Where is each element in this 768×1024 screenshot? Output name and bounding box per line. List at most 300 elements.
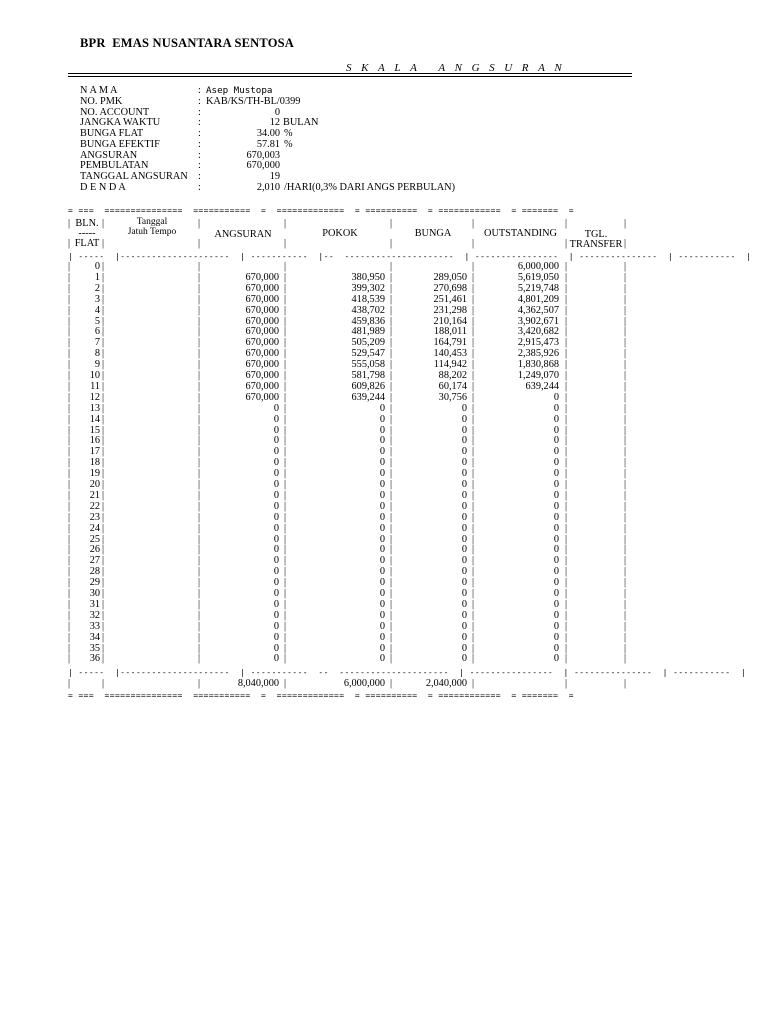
cell-bln: 20 xyxy=(89,479,100,490)
table-border: | xyxy=(68,457,71,469)
cell-angsuran: 0 xyxy=(273,402,279,414)
table-border: | xyxy=(390,598,393,610)
info-colon: : xyxy=(198,149,201,161)
cell-bunga: 0 xyxy=(461,642,467,654)
table-row xyxy=(68,490,628,501)
table-border: | xyxy=(624,500,627,512)
table-border: | xyxy=(390,555,393,567)
table-separator-subtotal: | ----- |--------------------- | ----------- -- --------------------- | ---------------- | --------------- | ----------- | xyxy=(68,668,747,678)
table-row xyxy=(68,272,628,283)
cell-angsuran: 0 xyxy=(273,620,279,632)
table-border: | xyxy=(390,218,393,229)
cell-bunga: 0 xyxy=(461,588,467,599)
table-border: | xyxy=(198,598,201,610)
cell-angsuran: 0 xyxy=(273,435,279,447)
header-jatuh-tempo: Jatuh Tempo xyxy=(127,227,177,237)
cell-outstanding: 0 xyxy=(553,413,559,425)
table-row xyxy=(68,610,628,621)
cell-bln: 12 xyxy=(89,391,100,403)
cell-pokok: 0 xyxy=(379,413,385,425)
table-border: | xyxy=(102,304,105,316)
table-border: | xyxy=(198,370,201,381)
cell-outstanding: 0 xyxy=(553,457,559,469)
table-row xyxy=(68,479,628,490)
table-border: | xyxy=(390,348,393,360)
table-border: | xyxy=(102,261,105,272)
cell-angsuran: 0 xyxy=(273,631,279,643)
cell-bunga: 0 xyxy=(461,413,467,425)
cell-outstanding: 2,385,926 xyxy=(517,348,559,360)
table-border: | xyxy=(102,620,105,632)
table-border: | xyxy=(102,479,105,490)
table-border: | xyxy=(565,588,568,599)
table-border: | xyxy=(68,642,71,654)
table-border: | xyxy=(284,391,287,403)
table-border: | xyxy=(565,642,568,654)
table-border: | xyxy=(390,282,393,294)
table-border: | xyxy=(472,609,475,621)
info-colon: : xyxy=(198,160,201,172)
table-border: | xyxy=(565,359,568,371)
table-border: | xyxy=(102,282,105,294)
table-border: | xyxy=(565,457,568,469)
cell-angsuran: 670,000 xyxy=(245,359,279,371)
cell-bln: 26 xyxy=(89,544,100,556)
table-row xyxy=(68,621,628,632)
table-border: | xyxy=(284,359,287,371)
table-border: | xyxy=(472,315,475,327)
cell-bunga: 0 xyxy=(461,598,467,610)
table-border: | xyxy=(68,522,71,534)
cell-bunga: 0 xyxy=(461,533,467,545)
table-border: | xyxy=(565,424,568,436)
table-border: | xyxy=(390,304,393,316)
cell-outstanding: 0 xyxy=(553,468,559,480)
info-colon: : xyxy=(198,138,201,150)
table-border: | xyxy=(624,511,627,523)
table-border: | xyxy=(102,326,105,338)
table-border: | xyxy=(198,566,201,578)
table-border: | xyxy=(68,468,71,480)
cell-angsuran: 670,000 xyxy=(245,271,279,283)
table-border: | xyxy=(624,566,627,578)
cell-bunga: 289,050 xyxy=(433,271,467,283)
table-border: | xyxy=(624,370,627,381)
cell-angsuran: 0 xyxy=(273,468,279,480)
cell-pokok: 0 xyxy=(379,566,385,578)
table-border: | xyxy=(198,609,201,621)
table-border: | xyxy=(68,261,71,272)
table-border: | xyxy=(198,315,201,327)
cell-pokok: 0 xyxy=(379,631,385,643)
table-border: | xyxy=(284,457,287,469)
table-border: | xyxy=(390,402,393,414)
info-label: ANGSURAN xyxy=(80,149,138,161)
info-colon: : xyxy=(198,128,201,139)
cell-angsuran: 0 xyxy=(273,457,279,469)
table-border: | xyxy=(284,413,287,425)
table-border: | xyxy=(284,577,287,589)
cell-angsuran: 0 xyxy=(273,446,279,458)
table-row xyxy=(68,283,628,294)
table-border: | xyxy=(390,380,393,392)
table-border: | xyxy=(102,533,105,545)
info-colon: : xyxy=(198,95,201,107)
table-border: | xyxy=(198,391,201,403)
table-border: | xyxy=(284,380,287,392)
table-border: | xyxy=(102,566,105,578)
table-border: | xyxy=(472,370,475,381)
cell-outstanding: 0 xyxy=(553,479,559,490)
cell-angsuran: 670,000 xyxy=(245,304,279,316)
table-border: | xyxy=(284,326,287,338)
cell-angsuran: 0 xyxy=(273,544,279,556)
cell-pokok: 529,547 xyxy=(351,348,385,360)
cell-bln: 31 xyxy=(89,598,100,610)
table-border: | xyxy=(565,370,568,381)
table-border: | xyxy=(68,511,71,523)
header-transfer: TRANSFER xyxy=(569,239,623,250)
cell-angsuran: 0 xyxy=(273,555,279,567)
table-border: | xyxy=(284,588,287,599)
table-border: | xyxy=(68,555,71,567)
cell-outstanding: 0 xyxy=(553,631,559,643)
table-border: | xyxy=(390,479,393,490)
table-border: | xyxy=(68,500,71,512)
cell-bunga: 0 xyxy=(461,631,467,643)
cell-bln: 23 xyxy=(89,511,100,523)
table-border: | xyxy=(472,446,475,458)
table-border: | xyxy=(284,315,287,327)
table-border: | xyxy=(390,533,393,545)
table-border: | xyxy=(102,413,105,425)
cell-bunga: 0 xyxy=(461,609,467,621)
table-border: | xyxy=(284,653,287,665)
cell-bln: 8 xyxy=(94,348,100,360)
cell-angsuran: 0 xyxy=(273,489,279,501)
cell-outstanding: 0 xyxy=(553,533,559,545)
cell-outstanding: 0 xyxy=(553,544,559,556)
table-border: | xyxy=(472,653,475,665)
cell-pokok: 0 xyxy=(379,489,385,501)
table-border: | xyxy=(198,413,201,425)
cell-outstanding: 3,420,682 xyxy=(517,326,559,338)
info-value: 0 xyxy=(274,106,280,118)
table-row xyxy=(68,501,628,512)
table-border: | xyxy=(624,588,627,599)
table-border: | xyxy=(390,337,393,349)
table-border: | xyxy=(68,577,71,589)
cell-pokok: 418,539 xyxy=(351,293,385,305)
table-border: | xyxy=(565,435,568,447)
cell-angsuran: 0 xyxy=(273,653,279,665)
table-row xyxy=(68,403,628,414)
cell-pokok: 481,989 xyxy=(351,326,385,338)
table-border: | xyxy=(390,446,393,458)
table-border: | xyxy=(198,380,201,392)
info-label: BUNGA EFEKTIF xyxy=(80,138,160,150)
table-separator-bottom: = === =============== =========== = ============= = ========== = ============ = ======= = xyxy=(68,691,574,701)
table-border: | xyxy=(102,446,105,458)
table-border: | xyxy=(284,479,287,490)
cell-bunga: 0 xyxy=(461,555,467,567)
table-border: | xyxy=(68,435,71,447)
cell-angsuran: 670,000 xyxy=(245,337,279,349)
table-border: | xyxy=(565,337,568,349)
table-separator-top: = === =============== =========== = ============= = ========== = ============ = ======= = xyxy=(68,206,574,215)
cell-pokok: 639,244 xyxy=(351,391,385,403)
table-border: | xyxy=(198,238,201,249)
info-label: NO. ACCOUNT xyxy=(80,106,150,118)
table-border: | xyxy=(284,271,287,283)
table-border: | xyxy=(102,577,105,589)
cell-bln: 7 xyxy=(94,337,100,349)
cell-bln: 33 xyxy=(89,620,100,632)
table-border: | xyxy=(102,424,105,436)
cell-bln: 29 xyxy=(89,577,100,589)
title-rule-top xyxy=(68,73,632,74)
table-border: | xyxy=(284,424,287,436)
cell-bunga: 188,011 xyxy=(433,326,467,338)
table-row xyxy=(68,534,628,545)
cell-pokok: 0 xyxy=(379,446,385,458)
cell-bunga: 0 xyxy=(461,479,467,490)
table-border: | xyxy=(565,380,568,392)
table-border: | xyxy=(284,544,287,556)
table-row xyxy=(68,359,628,370)
cell-angsuran: 670,000 xyxy=(245,293,279,305)
table-border: | xyxy=(390,326,393,338)
cell-bunga: 30,756 xyxy=(438,391,467,403)
header-bln-dash: ----- xyxy=(78,228,96,239)
table-border: | xyxy=(565,511,568,523)
table-border: | xyxy=(472,261,475,272)
table-border: | xyxy=(624,631,627,643)
table-border: | xyxy=(472,631,475,643)
table-border: | xyxy=(198,500,201,512)
cell-pokok: 555,058 xyxy=(351,359,385,371)
table-border: | xyxy=(390,424,393,436)
cell-bunga: 0 xyxy=(461,620,467,632)
table-row xyxy=(68,457,628,468)
table-border: | xyxy=(198,544,201,556)
cell-angsuran: 0 xyxy=(273,642,279,654)
cell-bunga: 60,174 xyxy=(438,380,467,392)
table-border: | xyxy=(198,348,201,360)
table-border: | xyxy=(624,479,627,490)
table-border: | xyxy=(68,544,71,556)
table-border: | xyxy=(624,468,627,480)
table-border: | xyxy=(565,500,568,512)
info-colon: : xyxy=(198,117,201,129)
table-border: | xyxy=(565,413,568,425)
table-border: | xyxy=(624,380,627,392)
table-border: | xyxy=(102,500,105,512)
cell-angsuran: 0 xyxy=(273,577,279,589)
cell-bunga: 0 xyxy=(461,468,467,480)
table-border: | xyxy=(624,261,627,272)
table-border: | xyxy=(624,489,627,501)
table-row xyxy=(68,392,628,403)
cell-bunga: 114,942 xyxy=(433,359,467,371)
table-border: | xyxy=(284,598,287,610)
cell-pokok: 0 xyxy=(379,479,385,490)
table-border: | xyxy=(198,577,201,589)
table-border: | xyxy=(198,402,201,414)
table-border: | xyxy=(472,337,475,349)
table-border: | xyxy=(624,446,627,458)
table-row xyxy=(68,643,628,654)
info-value: KAB/KS/TH-BL/0399 xyxy=(206,95,301,107)
table-border: | xyxy=(68,218,71,229)
cell-angsuran: 0 xyxy=(273,511,279,523)
table-border: | xyxy=(198,446,201,458)
info-colon: : xyxy=(198,106,201,118)
table-border: | xyxy=(472,533,475,545)
cell-pokok: 609,826 xyxy=(351,380,385,392)
cell-bunga: 0 xyxy=(461,435,467,447)
table-border: | xyxy=(472,391,475,403)
table-border: | xyxy=(68,631,71,643)
table-border: | xyxy=(472,359,475,371)
cell-pokok: 0 xyxy=(379,588,385,599)
table-border: | xyxy=(624,555,627,567)
cell-bln: 15 xyxy=(89,424,100,436)
table-border: | xyxy=(284,620,287,632)
cell-bln: 4 xyxy=(94,304,100,316)
cell-outstanding: 5,619,050 xyxy=(517,271,559,283)
totals-row xyxy=(68,678,628,689)
cell-outstanding: 1,830,868 xyxy=(517,359,559,371)
table-border: | xyxy=(198,653,201,665)
cell-bln: 27 xyxy=(89,555,100,567)
table-border: | xyxy=(624,304,627,316)
cell-outstanding: 0 xyxy=(553,500,559,512)
table-border: | xyxy=(472,218,475,229)
table-border: | xyxy=(624,598,627,610)
cell-pokok: 380,950 xyxy=(351,271,385,283)
table-row xyxy=(68,588,628,599)
table-row xyxy=(68,632,628,643)
table-border: | xyxy=(284,533,287,545)
info-label: NO. PMK xyxy=(80,95,123,107)
table-border: | xyxy=(624,402,627,414)
cell-angsuran: 670,000 xyxy=(245,348,279,360)
table-border: | xyxy=(198,468,201,480)
table-border: | xyxy=(68,402,71,414)
table-row xyxy=(68,435,628,446)
cell-angsuran: 670,000 xyxy=(245,391,279,403)
table-row xyxy=(68,425,628,436)
info-colon: : xyxy=(198,181,201,193)
table-border: | xyxy=(68,489,71,501)
table-border: | xyxy=(198,304,201,316)
table-border: | xyxy=(624,293,627,305)
table-border: | xyxy=(102,609,105,621)
cell-bunga: 88,202 xyxy=(438,370,467,381)
cell-pokok: 0 xyxy=(379,609,385,621)
cell-pokok: 0 xyxy=(379,598,385,610)
cell-pokok: 0 xyxy=(379,620,385,632)
table-row xyxy=(68,261,628,272)
cell-pokok: 438,702 xyxy=(351,304,385,316)
table-border: | xyxy=(390,577,393,589)
cell-bln: 35 xyxy=(89,642,100,654)
table-border: | xyxy=(68,609,71,621)
table-row xyxy=(68,370,628,381)
cell-pokok: 0 xyxy=(379,533,385,545)
cell-bunga: 0 xyxy=(461,544,467,556)
cell-outstanding: 0 xyxy=(553,511,559,523)
table-border: | xyxy=(472,348,475,360)
table-border: | xyxy=(198,282,201,294)
table-border: | xyxy=(472,588,475,599)
table-border: | xyxy=(390,609,393,621)
cell-angsuran: 0 xyxy=(273,609,279,621)
cell-angsuran: 0 xyxy=(273,533,279,545)
cell-outstanding: 0 xyxy=(553,598,559,610)
table-row xyxy=(68,414,628,425)
table-border: | xyxy=(102,511,105,523)
table-border: | xyxy=(68,348,71,360)
table-border: | xyxy=(624,522,627,534)
cell-outstanding: 6,000,000 xyxy=(517,261,559,272)
table-row xyxy=(68,523,628,534)
cell-bln: 19 xyxy=(89,468,100,480)
cell-pokok: 0 xyxy=(379,457,385,469)
table-border: | xyxy=(624,577,627,589)
cell-bunga: 0 xyxy=(461,566,467,578)
info-unit: % xyxy=(284,138,293,150)
cell-bln: 30 xyxy=(89,588,100,599)
cell-pokok: 0 xyxy=(379,424,385,436)
table-border: | xyxy=(565,544,568,556)
table-border: | xyxy=(68,479,71,490)
table-border: | xyxy=(472,678,475,690)
cell-bln: 5 xyxy=(94,315,100,327)
table-border: | xyxy=(565,566,568,578)
table-row xyxy=(68,544,628,555)
cell-outstanding: 1,249,070 xyxy=(517,370,559,381)
info-unit: % xyxy=(284,128,293,139)
table-row xyxy=(68,294,628,305)
table-border: | xyxy=(68,391,71,403)
cell-bln: 0 xyxy=(94,261,100,272)
table-border: | xyxy=(102,468,105,480)
table-row xyxy=(68,555,628,566)
table-border: | xyxy=(284,348,287,360)
table-row xyxy=(68,577,628,588)
table-border: | xyxy=(390,631,393,643)
table-border: | xyxy=(198,261,201,272)
table-row xyxy=(68,337,628,348)
table-border: | xyxy=(472,522,475,534)
info-value: 19 xyxy=(269,171,280,182)
table-border: | xyxy=(565,271,568,283)
cell-pokok: 0 xyxy=(379,402,385,414)
table-border: | xyxy=(565,609,568,621)
table-border: | xyxy=(565,348,568,360)
table-border: | xyxy=(472,380,475,392)
table-border: | xyxy=(390,511,393,523)
table-border: | xyxy=(624,533,627,545)
cell-pokok: 0 xyxy=(379,653,385,665)
table-border: | xyxy=(624,218,627,229)
cell-bln: 25 xyxy=(89,533,100,545)
cell-pokok: 0 xyxy=(379,511,385,523)
table-border: | xyxy=(472,555,475,567)
table-border: | xyxy=(198,479,201,490)
